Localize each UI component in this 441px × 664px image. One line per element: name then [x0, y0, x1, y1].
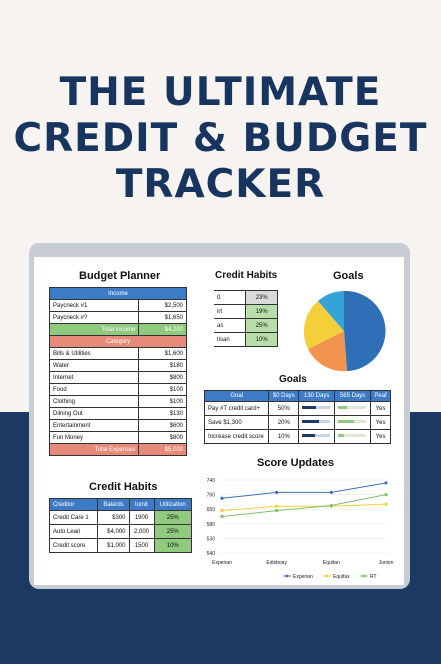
balance-col-header: Balards — [98, 499, 129, 511]
data-point — [330, 504, 333, 507]
goals-table-title: Goals — [279, 374, 307, 385]
hero-title-line-3: TRACKER — [115, 162, 326, 207]
progress-bar — [302, 406, 330, 409]
data-point — [220, 497, 223, 500]
credit-habits-bottom-table — [49, 498, 192, 553]
budget-planner-table — [49, 287, 187, 456]
expense-row: Water $180 — [50, 360, 187, 372]
legend-marker — [363, 575, 366, 578]
y-tick-label: 540 — [206, 551, 215, 557]
expense-row: Fun Money $800 — [50, 432, 187, 444]
expense-row: Bills & Utilities $1,600 — [50, 348, 187, 360]
creditor-col-header: Creditor — [50, 499, 98, 511]
category-header: Category — [50, 336, 187, 348]
progress-bar — [338, 420, 366, 423]
credit-habit-row: ß 23% — [214, 291, 278, 305]
creditor-row: Auto Leari $4,000 2,000 25% — [50, 525, 192, 539]
expense-row: Entertainment $600 — [50, 420, 187, 432]
total-expenses-row: Total Expenses $5,000 — [50, 444, 187, 456]
credit-habits-bottom-title: Credit Habits — [89, 481, 158, 493]
utilization-col-header: Utilization — [154, 499, 192, 511]
data-point — [384, 493, 387, 496]
legend-label: RT — [370, 574, 377, 580]
score-updates-title: Score Updates — [257, 457, 335, 469]
expense-row: Dilning Out $130 — [50, 408, 187, 420]
legend-marker — [286, 575, 289, 578]
budget-planner-title: Budget Planner — [79, 270, 161, 282]
goals-table — [204, 390, 391, 444]
goal-row: Pay #T credit card+ 50% Yes — [205, 402, 391, 416]
creditor-row: Credit Care 1 $300 1900 25% — [50, 511, 192, 525]
income-header: Income — [50, 288, 187, 300]
total-income-row: Total Income $4,200 — [50, 324, 187, 336]
x-tick-label: Edisboay — [266, 560, 287, 566]
score-updates-chart — [199, 470, 399, 582]
goals-pie-chart — [302, 289, 386, 373]
goal-row: Increase credit score 10% Yes — [205, 430, 391, 444]
series-line — [222, 504, 386, 511]
progress-bar — [302, 434, 330, 437]
x-tick-label: Equitan — [322, 560, 340, 566]
data-point — [384, 481, 387, 484]
income-row: Paycneck #1 $2,500 — [50, 300, 187, 312]
expense-row: Food $100 — [50, 384, 187, 396]
spreadsheet-preview — [34, 257, 404, 585]
goals-col-header: 565 Days — [335, 391, 371, 402]
expense-row: Clothing $100 — [50, 396, 187, 408]
creditor-row: Credit score $1,000 1500 10% — [50, 539, 192, 553]
progress-bar — [302, 420, 330, 423]
y-tick-label: 760 — [206, 492, 215, 499]
limit-col-header: lumit — [129, 499, 154, 511]
credit-habits-top-title: Credit Habits — [215, 270, 278, 281]
legend-label: Equifax — [333, 574, 350, 580]
goals-pie-title: Goals — [333, 270, 364, 282]
credit-habit-row: irt 19% — [214, 305, 278, 319]
goal-row: Save $1,300 20% Yes — [205, 416, 391, 430]
x-tick-label: Junion — [378, 560, 394, 566]
y-tick-label: 580 — [206, 521, 215, 528]
y-tick-label: 530 — [206, 536, 215, 543]
data-point — [275, 509, 278, 512]
y-tick-label: 650 — [206, 507, 215, 514]
legend-label: Experian — [293, 574, 313, 580]
spreadsheet-preview-frame — [29, 243, 410, 589]
credit-habit-row: as 25% — [214, 319, 278, 333]
income-row: Paycneck #? $1,650 — [50, 312, 187, 324]
credit-habit-row: tisan 10% — [214, 333, 278, 347]
goals-col-header: 130 Days — [299, 391, 335, 402]
x-tick-label: Experian — [212, 560, 232, 566]
goals-col-header: Goal — [205, 391, 269, 402]
data-point — [275, 491, 278, 494]
legend-marker — [326, 575, 329, 578]
pie-slice — [344, 291, 386, 371]
credit-habits-top-table — [214, 290, 278, 347]
expense-row: Internet $800 — [50, 372, 187, 384]
data-point — [330, 491, 333, 494]
hero-title-line-2: CREDIT & BUDGET — [13, 116, 428, 161]
goals-col-header: $0 Days — [269, 391, 299, 402]
goals-col-header: Peaf — [371, 391, 391, 402]
progress-bar — [338, 406, 366, 409]
data-point — [384, 502, 387, 505]
hero-title-line-1: THE ULTIMATE — [59, 70, 382, 115]
data-point — [220, 515, 223, 518]
data-point — [275, 505, 278, 508]
series-line — [222, 483, 386, 498]
hero-title — [0, 70, 441, 208]
data-point — [220, 509, 223, 512]
y-tick-label: 740 — [206, 478, 215, 484]
progress-bar — [338, 434, 366, 437]
